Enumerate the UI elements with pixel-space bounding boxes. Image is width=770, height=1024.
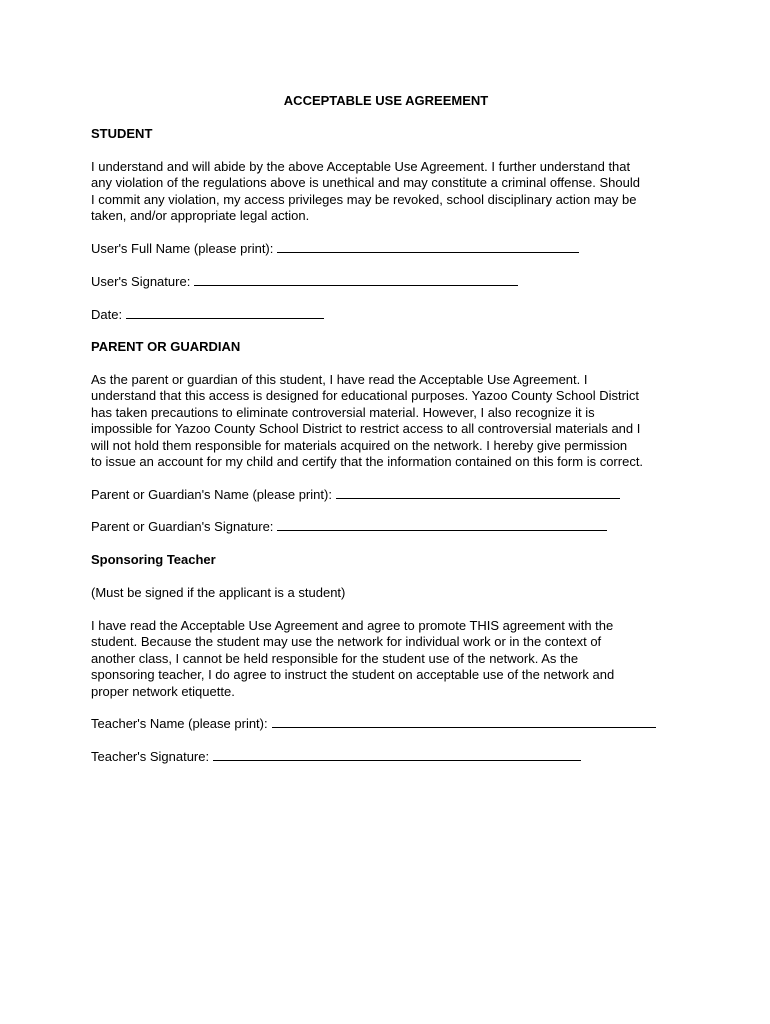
paragraph-line: I understand and will abide by the above Acceptable Use Agreement. I further understand that: [91, 159, 631, 174]
teacher-paragraph: [91, 618, 691, 700]
paragraph-line: another class, I cannot be held responsible for the student use of the network. As the: [91, 650, 579, 666]
paragraph-line: proper network etiquette.: [91, 683, 235, 699]
date-label: Date:: [91, 307, 123, 322]
parent-name-field[interactable]: [91, 487, 620, 503]
paragraph-line: any violation of the regulations above is unethical and may constitute a criminal offense. Should: [91, 175, 640, 191]
user-full-name-line[interactable]: [277, 241, 579, 253]
user-full-name-label: User's Full Name (please print):: [91, 241, 274, 256]
parent-signature-field[interactable]: [91, 519, 607, 535]
parent-heading: PARENT OR GUARDIAN: [91, 339, 241, 354]
document-title: ACCEPTABLE USE AGREEMENT: [283, 93, 489, 108]
paragraph-line: taken, and/or appropriate legal action.: [91, 208, 310, 224]
student-heading: STUDENT: [91, 126, 153, 141]
paragraph-line: As the parent or guardian of this student, I have read the Acceptable Use Agreement. I: [91, 372, 588, 387]
teacher-heading: Sponsoring Teacher: [91, 552, 216, 567]
user-signature-field[interactable]: [91, 274, 518, 290]
date-field[interactable]: [91, 307, 324, 323]
paragraph-line: student. Because the student may use the network for individual work or in the context of: [91, 634, 602, 650]
teacher-name-field[interactable]: [91, 716, 656, 732]
user-full-name-field[interactable]: [91, 241, 579, 257]
paragraph-line: I commit any violation, my access privileges may be revoked, school disciplinary action may be: [91, 191, 637, 207]
user-signature-label: User's Signature:: [91, 274, 191, 289]
paragraph-line: impossible for Yazoo County School District to restrict access to all controversial materials and I: [91, 421, 641, 437]
teacher-signature-label: Teacher's Signature:: [91, 749, 210, 764]
paragraph-line: I have read the Acceptable Use Agreement and agree to promote THIS agreement with the: [91, 618, 614, 633]
teacher-name-line[interactable]: [272, 716, 656, 728]
paragraph-line: has taken precautions to eliminate controversial material. However, I also recognize it is: [91, 404, 595, 420]
teacher-signature-line[interactable]: [213, 749, 581, 761]
teacher-signature-field[interactable]: [91, 749, 581, 765]
paragraph-line: to issue an account for my child and certify that the information contained on this form is correct.: [91, 454, 644, 470]
paragraph-line: understand that this access is designed for educational purposes. Yazoo County School District: [91, 388, 639, 404]
paragraph-line: sponsoring teacher, I do agree to instruct the student on acceptable use of the network and: [91, 667, 615, 683]
paragraph-line: will not hold them responsible for materials acquired on the network. I hereby give permission: [91, 437, 628, 453]
user-signature-line[interactable]: [194, 274, 518, 286]
date-line[interactable]: [126, 307, 324, 319]
teacher-name-label: Teacher's Name (please print):: [91, 716, 268, 731]
parent-name-label: Parent or Guardian's Name (please print):: [91, 487, 332, 502]
teacher-note: (Must be signed if the applicant is a student): [91, 585, 346, 600]
parent-name-line[interactable]: [336, 487, 620, 499]
parent-signature-label: Parent or Guardian's Signature:: [91, 519, 274, 534]
student-paragraph: [91, 159, 691, 225]
parent-paragraph: [91, 372, 691, 470]
parent-signature-line[interactable]: [277, 519, 607, 531]
